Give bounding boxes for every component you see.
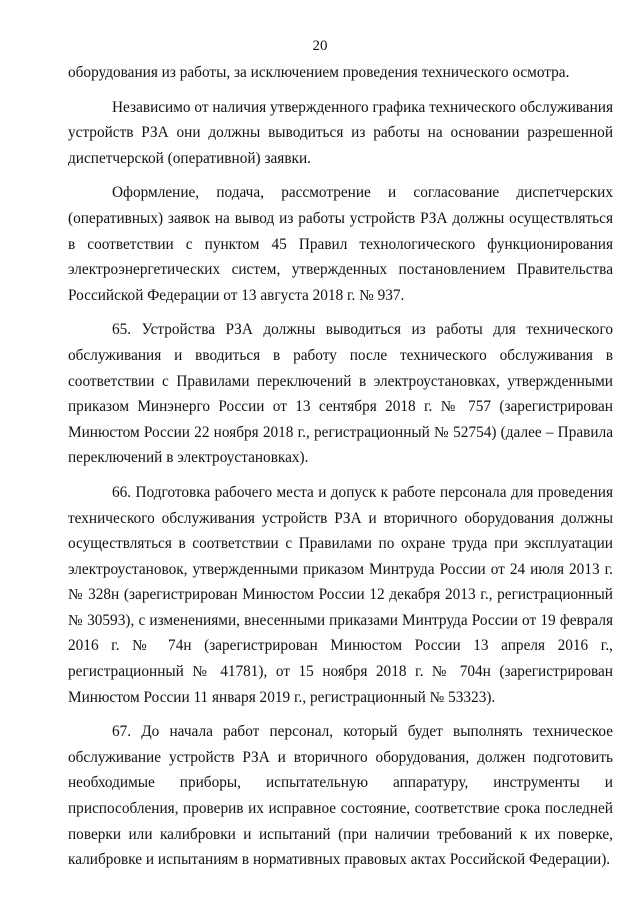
paragraph-clause-66: 66. Подготовка рабочего места и допуск к работе персонала для проведения технического обслуживания устройств РЗА и вторичного оборудования должны осуществляться в соответствии с Правилами по охране труда при эксплуатации электроустановок, утвержденными приказом Минтруда России от 24 июля 2013 г. № 328н (зарегистрирован Минюстом России 12 декабря 2013 г., регистрационный № 30593), с изменениями, внесенными приказами Минтруда России от 19 февраля 2016 г. № 74н (зарегистрирован Минюстом России 13 апреля 2016 г., регистрационный № 41781), от 15 ноября 2018 г. № 704н (зарегистрирован Минюстом России 11 января 2019 г., регистрационный № 53323).	[68, 483, 613, 706]
page-number: 20	[312, 38, 328, 54]
paragraph-request-processing: Оформление, подача, рассмотрение и согласование диспетчерских (оперативных) заявок на вывод из работы устройств РЗА должны осуществляться в соответствии с пунктом 45 Правил технологического функционирования электроэнергетических систем, утвержденных постановлением Правительства Российской Федерации от 13 августа 2018 г. № 937.	[68, 184, 613, 304]
paragraph-clause-67: 67. До начала работ персонал, который будет выполнять техническое обслуживание устройств РЗА и вторичного оборудования, должен подготовить необходимые приборы, испытательную аппаратуру, инструменты и приспособления, проверив их исправное состояние, соответствие срока последней поверки или калибровки и испытаний (при наличии требований к их поверке, калибровке и испытаниям в нормативных правовых актах Российской Федерации).	[68, 723, 613, 869]
paragraph-clause-65: 65. Устройства РЗА должны выводиться из работы для технического обслуживания и вводиться в работу после технического обслуживания в соответствии с Правилами переключений в электроустановках, утвержденными приказом Минэнерго России от 13 сентября 2018 г. № 757 (зарегистрирован Минюстом России 22 ноября 2018 г., регистрационный № 52754) (далее – Правила переключений в электроустановках).	[68, 321, 613, 467]
paragraph-continuation: оборудования из работы, за исключением проведения технического осмотра.	[68, 64, 570, 81]
document-body	[68, 60, 613, 873]
paragraph-dispatch-request: Независимо от наличия утвержденного графика технического обслуживания устройств РЗА они должны выводиться из работы на основании разрешенной диспетчерской (оперативной) заявки.	[68, 98, 613, 167]
